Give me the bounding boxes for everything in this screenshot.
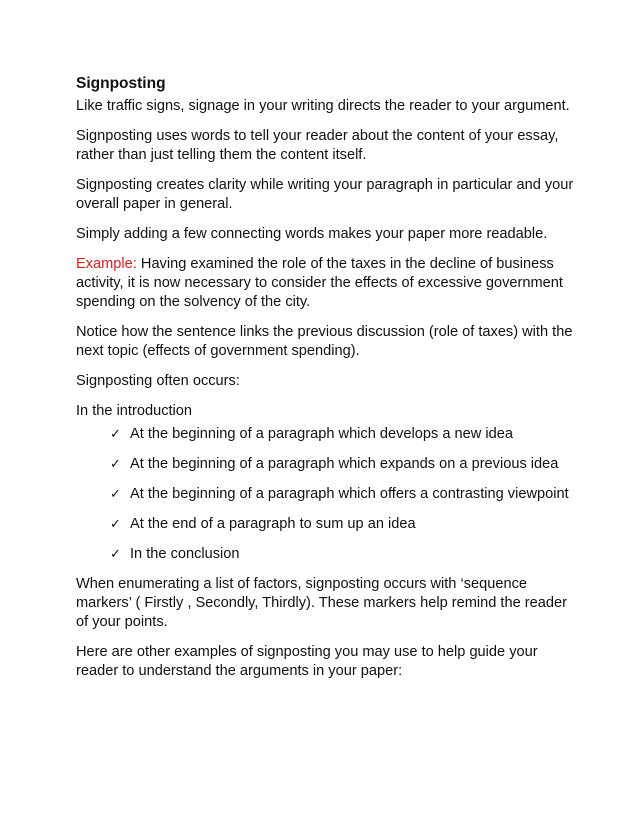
- paragraph-clarity: Signposting creates clarity while writing your paragraph in particular and your overall paper in general.: [76, 177, 574, 212]
- list-item-text: At the end of a paragraph to sum up an idea: [130, 516, 416, 532]
- document-page: [76, 74, 576, 692]
- example-label: Example:: [76, 256, 137, 272]
- paragraph-intro: Like traffic signs, signage in your writing directs the reader to your argument.: [76, 98, 570, 114]
- checkmark-icon: ✓: [110, 517, 121, 532]
- list-item: [100, 545, 576, 564]
- example-text: Having examined the role of the taxes in the decline of business activity, it is now necessary to consider the effects of excessive government spending on the solvency of the city.: [76, 256, 563, 310]
- list-item: [100, 515, 576, 534]
- checkmark-icon: ✓: [110, 487, 121, 502]
- paragraph-occurs: Signposting often occurs:: [76, 373, 240, 389]
- section-title: Signposting: [76, 75, 166, 92]
- paragraph-notice: Notice how the sentence links the previous discussion (role of taxes) with the next topic (effects of government spending).: [76, 324, 573, 359]
- paragraph-enumerating: When enumerating a list of factors, signposting occurs with ‘sequence markers’ ( Firstly , Secondly, Thirdly). These markers help remind the reader of your points.: [76, 576, 567, 630]
- list-item: [100, 455, 576, 474]
- checkmark-icon: ✓: [110, 427, 121, 442]
- paragraph-readability: Simply adding a few connecting words makes your paper more readable.: [76, 226, 548, 242]
- list-item-text: In the conclusion: [130, 546, 240, 562]
- paragraph-introduction: In the introduction: [76, 403, 193, 419]
- paragraph-other-examples: Here are other examples of signposting you may use to help guide your reader to understand the arguments in your paper:: [76, 644, 538, 679]
- checklist: [76, 425, 576, 564]
- list-item-text: At the beginning of a paragraph which develops a new idea: [130, 426, 513, 442]
- checkmark-icon: ✓: [110, 457, 121, 472]
- list-item-text: At the beginning of a paragraph which expands on a previous idea: [130, 456, 559, 472]
- list-item: [100, 485, 576, 504]
- paragraph-definition: Signposting uses words to tell your reader about the content of your essay, rather than just telling them the content itself.: [76, 128, 559, 163]
- list-item-text: At the beginning of a paragraph which offers a contrasting viewpoint: [130, 486, 569, 502]
- paragraph-example: [76, 255, 576, 312]
- checkmark-icon: ✓: [110, 547, 121, 562]
- list-item: [100, 425, 576, 444]
